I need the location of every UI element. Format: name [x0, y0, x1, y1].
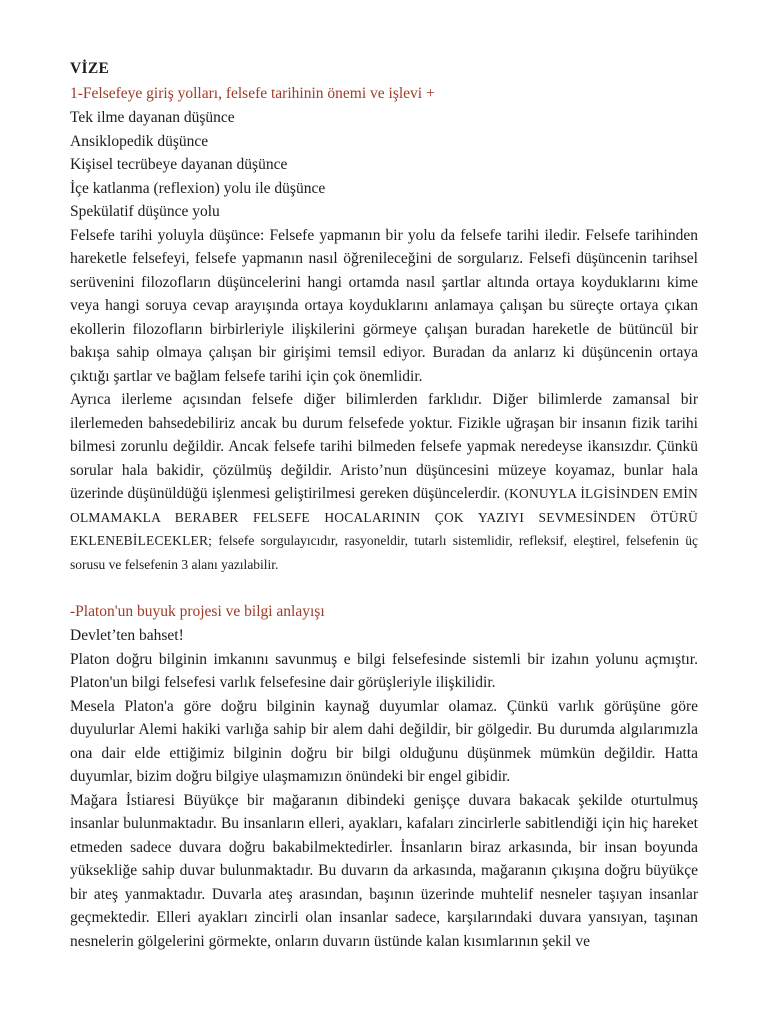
paragraph-duyumlar: Mesela Platon'a göre doğru bilginin kaynağ duyumlar olamaz. Çünkü varlık görüşüne göre duyulurlar Alemi hakiki varlığa sahip bir alem dahi değildir, bir gölgedir. Bu durumda algılarımızla ona dair elde ettiğimiz bilginin doğru bir bilgi olduğunu düşünmek mümkün değildir. Hatta duyumlar, bizim doğru bilgiye ulaşmamızın önündeki bir engel gibidir.: [70, 697, 698, 785]
list-line-spekulatif: Spekülatif düşünce yolu: [70, 203, 220, 220]
list-line-ansiklopedik: Ansiklopedik düşünce: [70, 132, 209, 150]
paragraph-ilerleme-small-note: felsefe sorgulayıcıdır, rasyoneldir, tutarlı sistemlidir, refleksif, eleştirel, felsefenin üç sorusu ve felsefenin 3 alanı yazılabilir.: [70, 533, 698, 572]
paragraph-ilerleme-text: Ayrıca ilerleme açısından felsefe diğer bilimlerden farklıdır. Diğer bilimlerde zamansal bir ilerlemeden bahsedebiliriz ancak bu durum felsefede yoktur. Fizikle uğraşan bir insanın fizik tarihi bilmesi zorunlu değildir. Ancak felsefe tarihi bilmeden felsefe yapmak neredeyse ikansızdır. Çünkü sorular hala bakidir, çözülmüş değildir. Aristo’nun düşüncesini müzeye koyamaz, bunlar hala üzerinde düşünüldüğü işlenmesi geliştirilmesi gereken düşüncelerdir.: [70, 391, 698, 502]
paragraph-magara-istiaresi: Mağara İstiaresi Büyükçe bir mağaranın dibindeki genişçe duvara bakacak şekilde oturtulmuş insanlar bulunmaktadır. Bu insanların elleri, ayakları, kafaları zincirlerle sabitlendiği için hiç hareket etmeden sadece duvara doğru bakabilmektedirler. İnsanların biraz arkasında, bir insan boyunda yüksekliğe sahip duvar bulunmaktadır. Bu duvarın da arkasında, mağaranın çıkışına doğru büyükçe bir ateş yanmaktadır. Duvarla ateş arasından, başının üzerinde muhtelif nesneler taşıyan insanlar geçmektedir. Elleri ayakları zincirli olan insanlar sadece, karşılarındaki duvara yansıyan, taşınan nesnelerin gölgelerini görmekte, onların duvarın üstünde kalan kısımlarının şekil ve: [70, 791, 698, 950]
paragraph-felsefe-tarihi-yoluyla: Felsefe tarihi yoluyla düşünce: Felsefe yapmanın bir yolu da felsefe tarihi iledir. Felsefe tarihinden hareketle felsefeyi, felsefe yapmanın nasıl öğrenileceğini de sorgularız. Felsefi düşüncenin tarihsel serüvenini filozofların düşüncelerini hangi ortamda nasıl şartlar altında ortaya koyduklarını kime veya hangi soruya cevap arayışında ortaya koyduklarını anlamaya çalışan bu süreçte ortaya çıkan ekollerin filozofların birbirleriyle ilişkilerini görmeye çalışan buradan hareketle de bütüncül bir bakışa sahip olmaya çalışan bir girişimi temsil ediyor. Buradan da anlarız ki düşüncenin ortaya çıktığı şartlar ve bağlam felsefe tarihi için çok önemlidir.: [70, 226, 698, 385]
paragraph-ilerleme-caps-note: (KONUYLA İLGİSİNDEN EMİN OLMAMAKLA BERABER FELSEFE HOCALARININ ÇOK YAZIYI SEVMESİNDEN ÖTÜRÜ EKLENEBİLECEKLER;: [70, 486, 699, 548]
paragraph-platon-bilgi: Platon doğru bilginin imkanını savunmuş e bilgi felsefesinde sistemli bir izahın yolunu açmıştır. Platon'un bilgi felsefesi varlık felsefesine dair görüşleriyle ilişkilidir.: [70, 650, 698, 691]
list-line-kisisel-tecrube: Kişisel tecrübeye dayanan düşünce: [70, 156, 288, 173]
list-line-ice-katlanma: İçe katlanma (reflexion) yolu ile düşünce: [70, 179, 326, 197]
document-title: VİZE: [70, 60, 110, 77]
paragraph-ilerleme: [70, 388, 698, 576]
section1-heading: 1-Felsefeye giriş yolları, felsefe tarihinin önemi ve işlevi +: [70, 85, 435, 102]
list-line-tek-ilme: Tek ilme dayanan düşünce: [70, 109, 235, 126]
section2-heading: -Platon'un buyuk projesi ve bilgi anlayışı: [70, 603, 325, 620]
devlet-line: Devlet’ten bahset!: [70, 627, 184, 644]
